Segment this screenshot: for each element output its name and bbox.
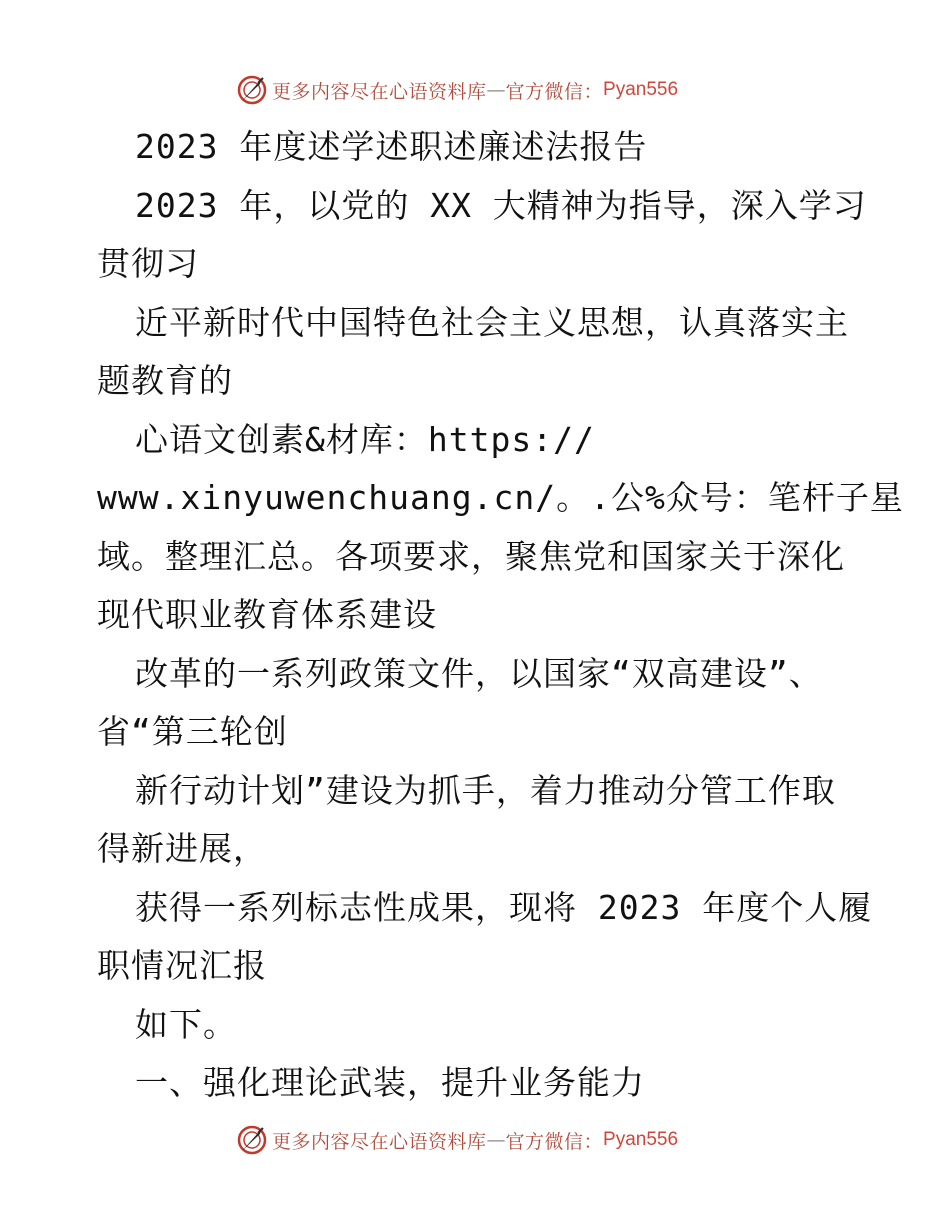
watermark-account: Pyan556 bbox=[603, 1129, 679, 1150]
paragraph-line: 新行动计划”建设为抓手，着力推动分管工作取 bbox=[135, 770, 836, 810]
paragraph-line: 域。整理汇总。各项要求，聚焦党和国家关于深化 bbox=[97, 536, 845, 576]
document-body bbox=[97, 118, 904, 1113]
paragraph-line: 贯彻习 bbox=[97, 244, 199, 283]
quill-logo-icon bbox=[236, 74, 268, 106]
watermark-prefix: 更多内容尽在心语资料库 bbox=[272, 80, 487, 103]
watermark-footer bbox=[236, 1123, 678, 1157]
watermark-prefix: 更多内容尽在心语资料库 bbox=[272, 1130, 487, 1153]
paragraph-line: www.xinyuwenchuang.cn/。.公%众号：笔杆子星 bbox=[97, 478, 904, 517]
paragraph-line: 得新进展， bbox=[97, 829, 267, 868]
section-heading: 一、强化理论武装，提升业务能力 bbox=[135, 1063, 645, 1102]
paragraph-line: 如下。 bbox=[135, 1004, 237, 1044]
paragraph-line: 改革的一系列政策文件，以国家“双高建设”、 bbox=[135, 653, 823, 693]
quill-logo-icon bbox=[236, 1124, 268, 1156]
watermark-header bbox=[236, 73, 678, 107]
watermark-dash: — bbox=[486, 79, 506, 101]
paragraph-line: 获得一系列标志性成果，现将 2023 年度个人履 bbox=[135, 887, 873, 927]
watermark-dash: — bbox=[486, 1129, 506, 1151]
watermark-middle: 官方微信： bbox=[505, 80, 604, 103]
paragraph-line: 心语文创素&材库：https:// bbox=[135, 419, 595, 459]
paragraph-line: 省“第三轮创 bbox=[97, 712, 288, 751]
watermark-account: Pyan556 bbox=[603, 79, 679, 100]
paragraph-line: 2023 年，以党的 XX 大精神为指导，深入学习 bbox=[135, 185, 867, 225]
paragraph-line: 近平新时代中国特色社会主义思想，认真落实主 bbox=[135, 302, 849, 342]
document-title: 2023 年度述学述职述廉述法报告 bbox=[135, 127, 648, 166]
watermark-middle: 官方微信： bbox=[505, 1130, 604, 1153]
paragraph-line: 职情况汇报 bbox=[97, 946, 267, 985]
paragraph-line: 题教育的 bbox=[97, 361, 233, 400]
paragraph-line: 现代职业教育体系建设 bbox=[97, 595, 437, 634]
